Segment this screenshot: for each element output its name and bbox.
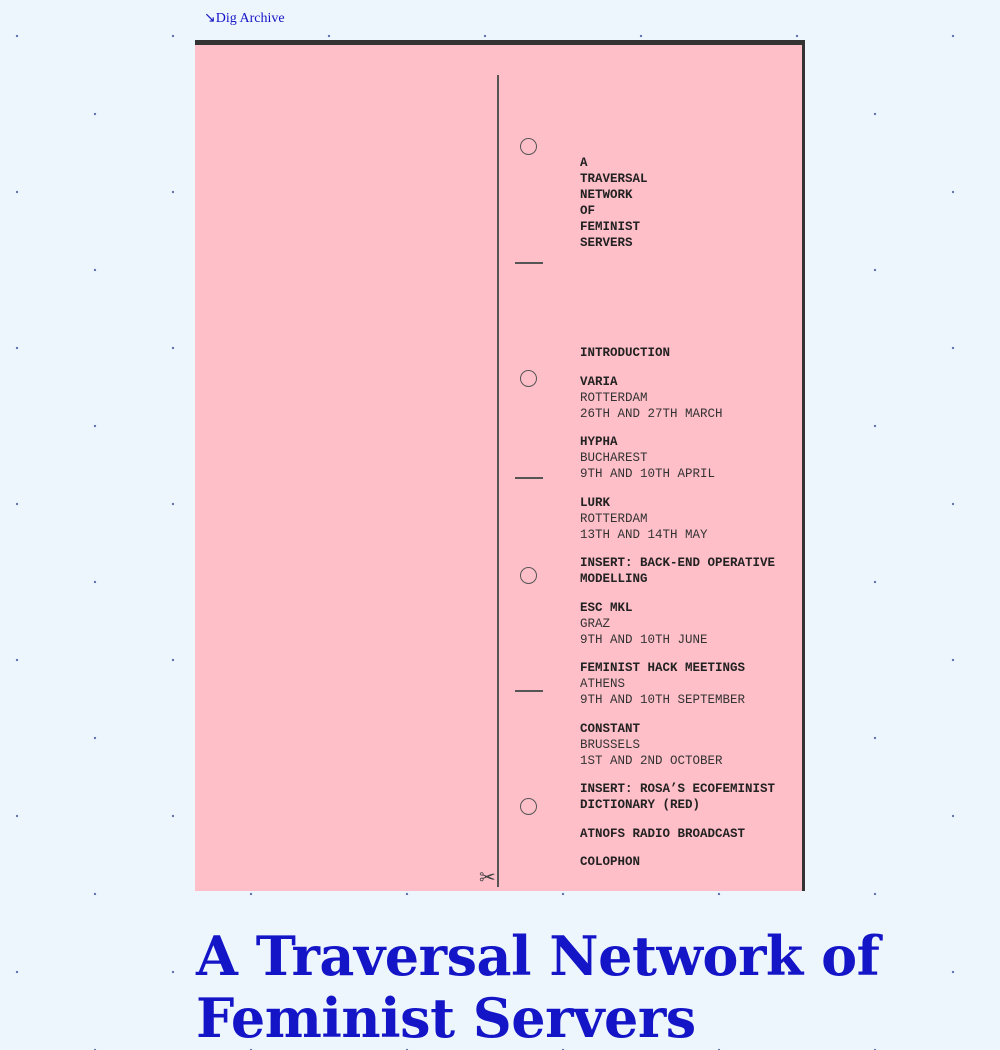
scissors-icon: ✂ bbox=[479, 865, 496, 889]
toc-item-title: ATNOFS RADIO BROADCAST bbox=[580, 826, 746, 841]
toc-item-title: INSERT: ROSA’S ECOFEMINIST DICTIONARY (RED) bbox=[580, 782, 776, 812]
toc-item-constant[interactable] bbox=[580, 721, 790, 769]
toc-item-place: ATHENS bbox=[580, 677, 626, 691]
toc-item-date: 1ST AND 2ND OCTOBER bbox=[580, 753, 723, 768]
toc-item-date: 9TH AND 10TH APRIL bbox=[580, 467, 716, 481]
toc-item-title: VARIA bbox=[580, 374, 618, 389]
toc-item-title: FEMINIST HACK MEETINGS bbox=[580, 661, 746, 675]
toc-item-place: BRUSSELS bbox=[580, 737, 641, 752]
toc-item-lurk[interactable] bbox=[580, 495, 790, 543]
cover-title-line: A bbox=[580, 156, 588, 170]
fold-line bbox=[497, 75, 499, 887]
dig-archive-link[interactable]: ↘Dig Archive bbox=[204, 11, 285, 26]
toc-item-title: HYPHA bbox=[580, 435, 618, 449]
toc-item-radio-broadcast[interactable] bbox=[580, 826, 790, 842]
toc-item-date: 9TH AND 10TH JUNE bbox=[580, 632, 708, 647]
cover-title-line: NETWORK bbox=[580, 188, 633, 202]
toc-item-hypha[interactable] bbox=[580, 434, 790, 482]
toc-item-place: GRAZ bbox=[580, 616, 611, 631]
toc-item-date: 13TH AND 14TH MAY bbox=[580, 527, 708, 542]
cover-title-line: FEMINIST bbox=[580, 220, 641, 234]
toc-item-insert-back-end[interactable] bbox=[580, 555, 790, 587]
toc-item-place: BUCHAREST bbox=[580, 451, 648, 465]
cover-title-line: TRAVERSAL bbox=[580, 172, 648, 186]
toc-item-title: ESC MKL bbox=[580, 600, 633, 615]
toc-item-esc-mkl[interactable] bbox=[580, 600, 790, 648]
fold-mark bbox=[515, 262, 543, 264]
binding-hole-icon bbox=[520, 138, 537, 155]
toc-item-introduction[interactable] bbox=[580, 345, 790, 361]
toc-item-date: 9TH AND 10TH SEPTEMBER bbox=[580, 693, 746, 707]
cover-title bbox=[580, 155, 648, 251]
toc-item-colophon[interactable] bbox=[580, 854, 790, 870]
toc-item-date: 26TH AND 27TH MARCH bbox=[580, 406, 723, 421]
publication-cover[interactable] bbox=[195, 40, 805, 891]
toc-item-title: COLOPHON bbox=[580, 855, 641, 869]
fold-mark bbox=[515, 477, 543, 479]
toc-item-varia[interactable] bbox=[580, 374, 790, 422]
binding-hole-icon bbox=[520, 798, 537, 815]
table-of-contents bbox=[580, 345, 790, 883]
page-title: A Traversal Network of Feminist Servers bbox=[196, 924, 880, 1050]
toc-item-title: LURK bbox=[580, 495, 611, 510]
binding-hole-icon bbox=[520, 370, 537, 387]
toc-item-insert-red[interactable] bbox=[580, 781, 790, 813]
toc-item-place: ROTTERDAM bbox=[580, 511, 648, 526]
fold-mark bbox=[515, 690, 543, 692]
toc-item-place: ROTTERDAM bbox=[580, 390, 648, 405]
cover-title-line: SERVERS bbox=[580, 236, 633, 250]
toc-item-title: CONSTANT bbox=[580, 721, 641, 736]
toc-item-title: INSERT: BACK-END OPERATIVE MODELLING bbox=[580, 556, 776, 586]
binding-hole-icon bbox=[520, 567, 537, 584]
toc-item-title: INTRODUCTION bbox=[580, 346, 671, 360]
toc-item-feminist-hack-meetings[interactable] bbox=[580, 660, 790, 708]
cover-title-line: OF bbox=[580, 204, 596, 218]
